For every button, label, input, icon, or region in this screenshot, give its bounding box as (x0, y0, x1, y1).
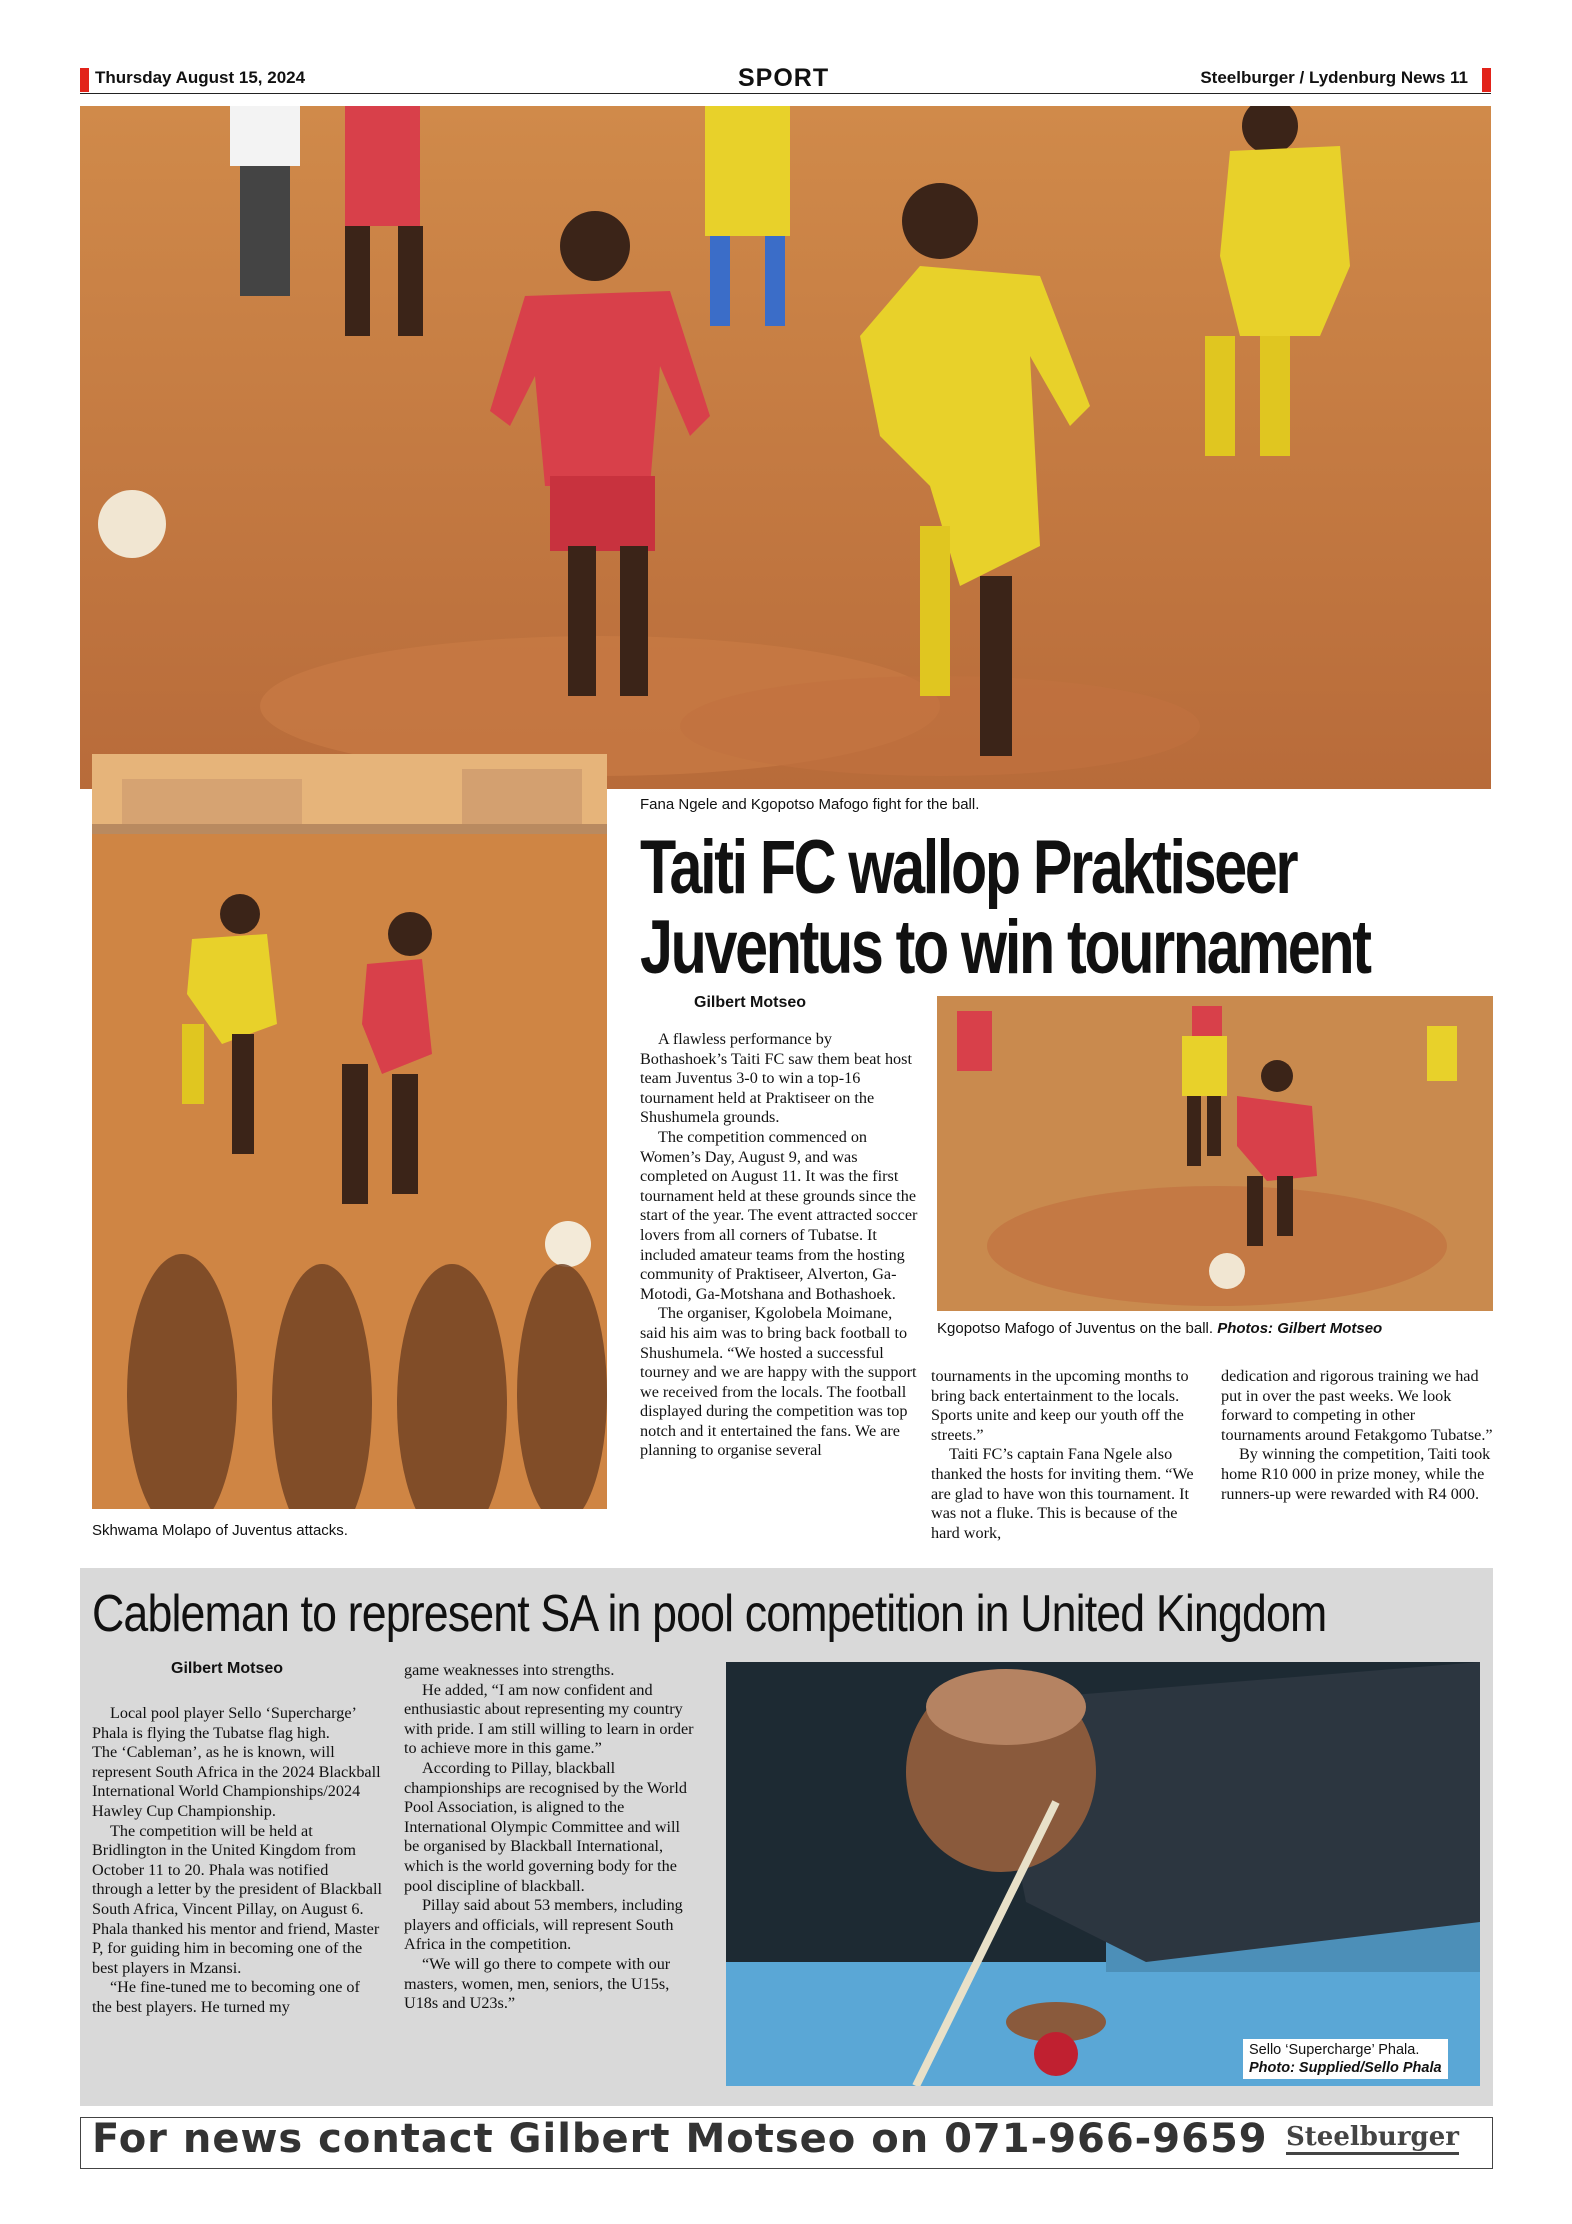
pool-col1-para-3: The competition will be held at Bridlington in the United Kingdom from October 11 to 20. Phala was notified through a letter by the president of Blackball South Africa, Vincent Pillay, on August 6. Phala thanked his mentor and friend, Master P, for guiding him in becoming one of the best players in Mzansi. (92, 1821, 382, 1977)
headline-line-1: Taiti FC wallop Praktiseer (640, 825, 1297, 910)
right-photo-caption-text: Kgopotso Mafogo of Juventus on the ball. (937, 1320, 1214, 1337)
main-col1-para-1: A flawless performance by Bothashoek’s Taiti FC saw them beat host team Juventus 3-0 to win a top-16 tournament held at Praktiseer on the Shushumela grounds. (640, 1030, 912, 1127)
main-col1-para-2: The competition commenced on Women’s Day, August 9, and was completed on August 11. It was the first tournament held at these grounds since the start of the year. The event attracted soccer lovers from all corners of Tubatse. It included amateur teams from the hosting community of Praktiseer, Alverton, Ga-Motodi, Ga-Motshana and Bothashoek. (640, 1127, 918, 1303)
main-col1-para-3: The organiser, Kgolobela Moimane, said his aim was to bring back football to Shushumela. “We hosted a successful tourney and we are happy with the support we received from the locals. The football displayed during the competition was top notch and it entertained the fans. We are planning to organise several (640, 1304, 917, 1460)
pool-col1-para-2: The ‘Cableman’, as he is known, will represent South Africa in the 2024 Blackball International World Championships/2024 Hawley Cup Championship. (92, 1743, 381, 1820)
pool-col2-para-5: “We will go there to compete with our masters, women, men, seniors, the U15s, U18s and U23s.” (404, 1954, 671, 2013)
pool-col2-para-3: According to Pillay, blackball championships are recognised by the World Pool Association, is aligned to the International Olympic Committee and will be organised by Blackball International, which is the world governing body for the pool discipline of blackball. (404, 1758, 687, 1895)
pool-photo-caption: Sello ‘Supercharge’ Phala. (1249, 2042, 1420, 2058)
pool-photo-image (726, 1662, 1480, 2086)
header-red-bar-left (80, 68, 89, 92)
top-photo-caption: Fana Ngele and Kgopotso Mafogo fight for the ball. (640, 796, 980, 813)
left-photo-caption: Skhwama Molapo of Juventus attacks. (92, 1522, 348, 1539)
header-rule (80, 93, 1491, 94)
left-photo-image (92, 754, 607, 1509)
main-byline: Gilbert Motseo (694, 994, 807, 1011)
main-col3-para-1: dedication and rigorous training we had put in over the past weeks. We look forward to competing in other tournaments around Fetakgomo Tubatse.” (1221, 1367, 1493, 1444)
top-photo-image (80, 106, 1491, 789)
right-photo-caption (937, 1320, 1382, 1337)
section-title: SPORT (738, 64, 830, 92)
pool-col2-para-4: Pillay said about 53 members, including players and officials, will represent South Africa in the competition. (404, 1896, 683, 1954)
pool-photo-caption-box (1243, 2039, 1448, 2079)
footer-contact: For news contact Gilbert Motseo on 071-966-9659 (92, 2116, 1268, 2162)
pool-col2-para-1: game weaknesses into strengths. (404, 1661, 615, 1679)
right-photo (937, 996, 1493, 1311)
right-photo-credit: Photos: Gilbert Motseo (1217, 1320, 1383, 1337)
pool-column-2 (404, 1661, 694, 2014)
main-col3-para-2: By winning the competition, Taiti took home R10 000 in prize money, while the runners-up were rewarded with R4 000. (1221, 1445, 1491, 1503)
pool-col1-para-1: Local pool player Sello ‘Supercharge’ Phala is flying the Tubatse flag high. (92, 1704, 356, 1742)
pool-photo (726, 1662, 1480, 2086)
headline-line-2: Juventus to win tournament (640, 905, 1370, 990)
pool-photo-credit: Photo: Supplied/Sello Phala (1249, 2060, 1442, 2076)
main-col2-para-2: Taiti FC’s captain Fana Ngele also thanked the hosts for inviting them. “We are glad to have won this tournament. It was not a fluke. This is because of the hard work, (931, 1445, 1194, 1542)
top-photo (80, 106, 1491, 789)
left-photo (92, 754, 607, 1509)
pool-headline: Cableman to represent SA in pool competition in United Kingdom (92, 1585, 1327, 1643)
issue-date: Thursday August 15, 2024 (95, 68, 306, 87)
main-column-3 (1221, 1367, 1499, 1504)
main-column-1 (640, 1030, 918, 1461)
pool-byline: Gilbert Motseo (171, 1660, 284, 1677)
pool-col2-para-2: He added, “I am now confident and enthusiastic about representing my country with pride. I am still willing to learn in order to achieve more in this game.” (404, 1680, 694, 1758)
footer-logo: Steelburger (1286, 2122, 1459, 2155)
main-column-2 (931, 1367, 1209, 1543)
paper-page-label: Steelburger / Lydenburg News 11 (1200, 68, 1468, 87)
pool-column-1 (92, 1704, 382, 2018)
main-col2-para-1: tournaments in the upcoming months to bring back entertainment to the locals. Sports unite and keep our youth off the streets.” (931, 1367, 1189, 1444)
header-red-bar-right (1482, 68, 1491, 92)
pool-col1-para-4: “He fine-tuned me to becoming one of the best players. He turned my (92, 1978, 360, 2016)
right-photo-image (937, 996, 1493, 1311)
